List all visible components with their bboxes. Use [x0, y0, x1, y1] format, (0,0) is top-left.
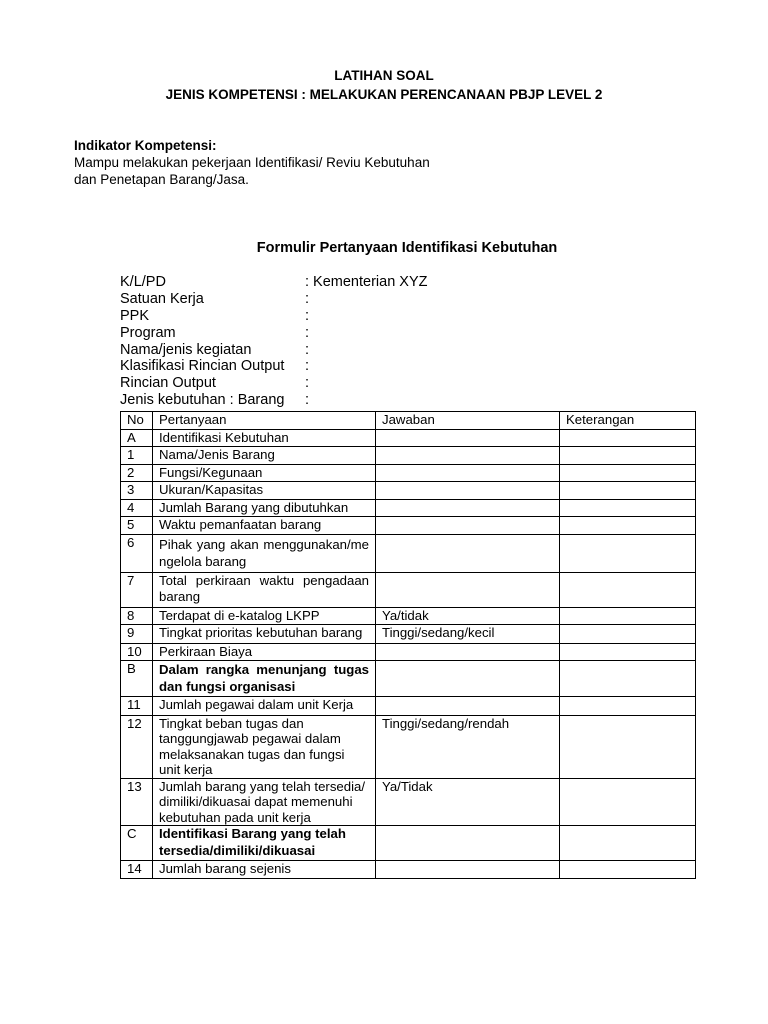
table-row: [121, 826, 696, 861]
field-label: Nama/jenis kegiatan: [120, 341, 252, 358]
row-question: Jumlah pegawai dalam unit Kerja: [153, 697, 376, 716]
row-question: Nama/Jenis Barang: [153, 447, 376, 465]
table-header-row: [121, 412, 696, 430]
field-value: :: [305, 341, 310, 358]
row-no: 13: [121, 778, 153, 826]
row-answer: Ya/tidak: [376, 607, 560, 625]
document-title: LATIHAN SOAL: [334, 68, 434, 83]
field-jenis-kebutuhan: [120, 392, 428, 409]
table-row: [121, 661, 696, 697]
field-program: [120, 325, 428, 342]
row-note: [560, 482, 696, 500]
row-question: Tingkat prioritas kebutuhan barang: [153, 625, 376, 644]
table-row: [121, 572, 696, 607]
form-fields: [120, 274, 428, 409]
row-answer: [376, 517, 560, 535]
table-row: [121, 697, 696, 716]
row-question: Jumlah barang sejenis: [153, 861, 376, 879]
row-question: Ukuran/Kapasitas: [153, 482, 376, 500]
row-question: Perkiraan Biaya: [153, 643, 376, 661]
row-note: [560, 715, 696, 778]
field-label: Jenis kebutuhan : Barang: [120, 392, 285, 409]
row-no: 4: [121, 499, 153, 517]
field-rincian-output: [120, 375, 428, 392]
row-question: Jumlah barang yang telah tersedia/ dimiliki/dikuasai dapat memenuhi kebutuhan pada unit kerja: [153, 778, 376, 826]
row-no: 3: [121, 482, 153, 500]
row-question: Terdapat di e-katalog LKPP: [153, 607, 376, 625]
row-no: 6: [121, 534, 153, 572]
row-note: [560, 499, 696, 517]
row-question: Fungsi/Kegunaan: [153, 464, 376, 482]
row-answer: [376, 464, 560, 482]
row-note: [560, 607, 696, 625]
row-note: [560, 534, 696, 572]
row-answer: [376, 534, 560, 572]
table-row: [121, 778, 696, 826]
row-question: Dalam rangka menunjang tugas dan fungsi organisasi: [153, 661, 376, 697]
row-answer: [376, 572, 560, 607]
table-row: [121, 482, 696, 500]
row-answer: [376, 447, 560, 465]
column-header-pertanyaan: Pertanyaan: [153, 412, 376, 430]
row-answer: [376, 482, 560, 500]
row-no: 9: [121, 625, 153, 644]
field-value: :: [305, 375, 310, 392]
row-note: [560, 861, 696, 879]
row-no: 7: [121, 572, 153, 607]
table-row: [121, 534, 696, 572]
row-answer: Ya/Tidak: [376, 778, 560, 826]
field-value: :: [305, 324, 310, 341]
field-label: Klasifikasi Rincian Output: [120, 358, 285, 375]
row-answer: Tinggi/sedang/kecil: [376, 625, 560, 644]
row-no: 14: [121, 861, 153, 879]
field-value: :: [305, 307, 310, 324]
field-satuan-kerja: [120, 291, 428, 308]
row-note: [560, 447, 696, 465]
indicator-line: dan Penetapan Barang/Jasa.: [74, 172, 249, 187]
field-value: : Kementerian XYZ: [305, 274, 428, 290]
table-row: [121, 499, 696, 517]
field-value: :: [305, 290, 310, 307]
field-nama-kegiatan: [120, 342, 428, 359]
row-no: 5: [121, 517, 153, 535]
row-note: [560, 697, 696, 716]
field-value: :: [305, 358, 310, 375]
field-label: Rincian Output: [120, 375, 216, 392]
table-row: [121, 464, 696, 482]
row-note: [560, 778, 696, 826]
row-note: [560, 661, 696, 697]
table-row: [121, 517, 696, 535]
row-answer: Tinggi/sedang/rendah: [376, 715, 560, 778]
indicator-line: Mampu melakukan pekerjaan Identifikasi/ Reviu Kebutuhan: [74, 155, 430, 170]
question-table: [120, 411, 696, 879]
row-no: 2: [121, 464, 153, 482]
row-no: A: [121, 429, 153, 447]
table-row: [121, 447, 696, 465]
table-row: [121, 861, 696, 879]
field-klasifikasi-rincian-output: [120, 358, 428, 375]
form-title: Formulir Pertanyaan Identifikasi Kebutuhan: [256, 240, 558, 256]
row-note: [560, 826, 696, 861]
indicator-heading: Indikator Kompetensi:: [74, 138, 217, 153]
field-label: K/L/PD: [120, 274, 166, 290]
row-no: B: [121, 661, 153, 697]
row-question: Jumlah Barang yang dibutuhkan: [153, 499, 376, 517]
row-no: 10: [121, 643, 153, 661]
field-label: Satuan Kerja: [120, 290, 204, 307]
field-value: :: [305, 392, 310, 409]
row-no: C: [121, 826, 153, 861]
row-answer: [376, 826, 560, 861]
document-subtitle: JENIS KOMPETENSI : MELAKUKAN PERENCANAAN PBJP LEVEL 2: [165, 87, 603, 102]
field-kl-pd: [120, 274, 428, 291]
row-answer: [376, 697, 560, 716]
table-row: [121, 715, 696, 778]
row-question: Waktu pemanfaatan barang: [153, 517, 376, 535]
column-header-keterangan: Keterangan: [560, 412, 696, 430]
row-note: [560, 464, 696, 482]
column-header-no: No: [121, 412, 153, 430]
row-no: 11: [121, 697, 153, 716]
row-answer: [376, 643, 560, 661]
column-header-jawaban: Jawaban: [376, 412, 560, 430]
row-question: Identifikasi Barang yang telah tersedia/dimiliki/dikuasai: [153, 826, 376, 861]
row-question: Total perkiraan waktu pengadaan barang: [153, 572, 376, 607]
row-answer: [376, 499, 560, 517]
field-label: Program: [120, 324, 176, 341]
row-note: [560, 572, 696, 607]
row-answer: [376, 661, 560, 697]
row-answer: [376, 861, 560, 879]
row-note: [560, 517, 696, 535]
row-note: [560, 625, 696, 644]
table-row: [121, 643, 696, 661]
row-no: 8: [121, 607, 153, 625]
row-note: [560, 429, 696, 447]
row-note: [560, 643, 696, 661]
table-row: [121, 607, 696, 625]
row-question: Pihak yang akan menggunakan/me ngelola barang: [153, 534, 376, 572]
table-row: [121, 429, 696, 447]
table-row: [121, 625, 696, 644]
row-no: 1: [121, 447, 153, 465]
row-answer: [376, 429, 560, 447]
field-ppk: [120, 308, 428, 325]
row-no: 12: [121, 715, 153, 778]
row-question: Identifikasi Kebutuhan: [153, 429, 376, 447]
row-question: Tingkat beban tugas dan tanggungjawab pegawai dalam melaksanakan tugas dan fungsi unit kerja: [153, 715, 376, 778]
field-label: PPK: [120, 307, 150, 324]
